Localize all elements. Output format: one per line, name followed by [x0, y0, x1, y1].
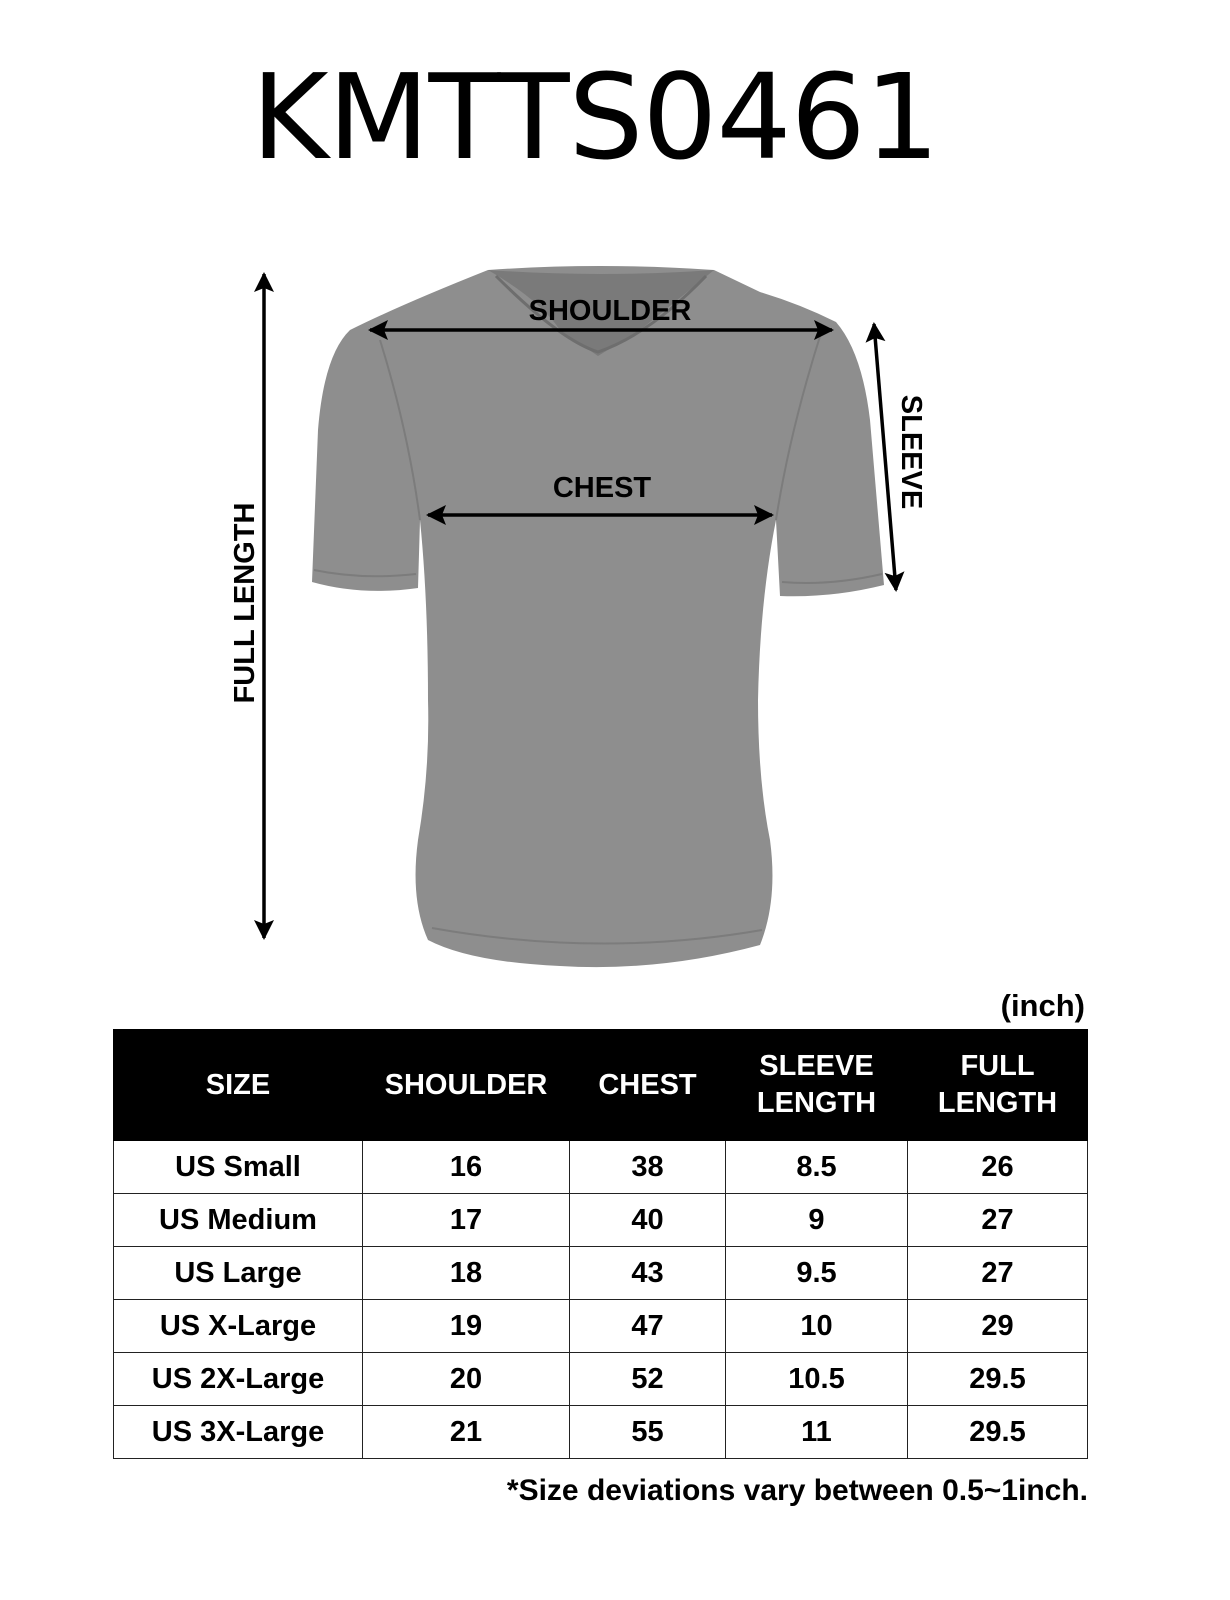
header-size: SIZE	[114, 1030, 363, 1141]
shoulder-cell: 18	[363, 1247, 570, 1300]
chest-cell: 38	[570, 1141, 726, 1194]
sleeve-cell: 9	[726, 1194, 908, 1247]
size-cell: US 3X-Large	[114, 1406, 363, 1459]
chest-label: CHEST	[552, 472, 652, 504]
sleeve-cell: 8.5	[726, 1141, 908, 1194]
header-sleeve-length: SLEEVE LENGTH	[726, 1030, 908, 1141]
size-deviation-footnote: *Size deviations vary between 0.5~1inch.	[506, 1474, 1088, 1507]
tshirt-illustration	[312, 266, 884, 967]
size-cell: US Medium	[114, 1194, 363, 1247]
full-length-cell: 29	[908, 1300, 1088, 1353]
chest-cell: 43	[570, 1247, 726, 1300]
chest-cell: 40	[570, 1194, 726, 1247]
shoulder-cell: 20	[363, 1353, 570, 1406]
product-code-title: KMTTS0461	[251, 48, 939, 186]
table-header-row	[114, 1030, 1088, 1141]
table-row	[114, 1141, 1088, 1194]
tshirt-body	[312, 266, 884, 967]
full-length-cell: 27	[908, 1247, 1088, 1300]
table-row	[114, 1353, 1088, 1406]
sleeve-cell: 10	[726, 1300, 908, 1353]
shoulder-cell: 21	[363, 1406, 570, 1459]
chest-cell: 52	[570, 1353, 726, 1406]
full-length-cell: 29.5	[908, 1353, 1088, 1406]
sleeve-label: SLEEVE	[895, 394, 927, 510]
full-length-cell: 26	[908, 1141, 1088, 1194]
shoulder-cell: 17	[363, 1194, 570, 1247]
full-length-label: FULL LENGTH	[229, 502, 261, 704]
header-shoulder: SHOULDER	[363, 1030, 570, 1141]
size-cell: US Small	[114, 1141, 363, 1194]
table-row	[114, 1406, 1088, 1459]
full-length-cell: 29.5	[908, 1406, 1088, 1459]
table-row	[114, 1194, 1088, 1247]
size-cell: US X-Large	[114, 1300, 363, 1353]
sleeve-cell: 11	[726, 1406, 908, 1459]
shoulder-cell: 19	[363, 1300, 570, 1353]
table-row	[114, 1247, 1088, 1300]
size-cell: US Large	[114, 1247, 363, 1300]
full-length-cell: 27	[908, 1194, 1088, 1247]
sleeve-cell: 9.5	[726, 1247, 908, 1300]
shoulder-label: SHOULDER	[528, 295, 692, 327]
unit-note: (inch)	[1000, 988, 1085, 1023]
size-cell: US 2X-Large	[114, 1353, 363, 1406]
chest-cell: 55	[570, 1406, 726, 1459]
table-row	[114, 1300, 1088, 1353]
sleeve-cell: 10.5	[726, 1353, 908, 1406]
header-chest: CHEST	[570, 1030, 726, 1141]
header-full-length: FULL LENGTH	[908, 1030, 1088, 1141]
chest-cell: 47	[570, 1300, 726, 1353]
shoulder-cell: 16	[363, 1141, 570, 1194]
size-table	[113, 1029, 1088, 1459]
